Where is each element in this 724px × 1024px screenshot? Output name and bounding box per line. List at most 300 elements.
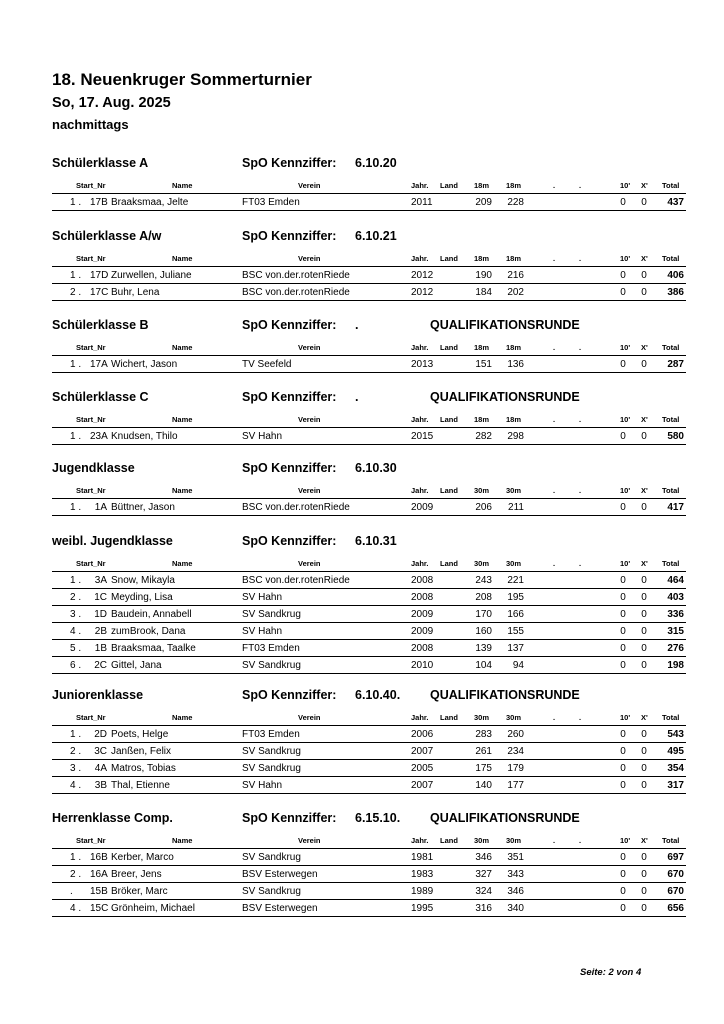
round-label: QUALIFIKATIONSRUNDE [430, 318, 580, 332]
spo-code: 6.10.31 [355, 534, 397, 548]
rank: 2 . [70, 287, 82, 298]
col-year: Jahr. [411, 343, 429, 352]
club: SV Sandkrug [242, 746, 301, 757]
spo-code: 6.15.10. [355, 811, 401, 825]
table-row [52, 900, 686, 917]
tens-count: 0 [620, 746, 626, 757]
x-count: 0 [641, 592, 647, 603]
round-label: QUALIFIKATIONSRUNDE [430, 688, 580, 702]
birth-year: 2012 [411, 287, 434, 298]
col-start: Start_Nr [76, 415, 106, 424]
col-club: Verein [298, 486, 321, 495]
col-dot2: . [579, 486, 582, 495]
col-land: Land [440, 415, 458, 424]
score-1: 346 [475, 852, 492, 863]
start-number: 2C [94, 660, 107, 671]
score-1: 208 [475, 592, 492, 603]
round-label: QUALIFIKATIONSRUNDE [430, 811, 580, 825]
x-count: 0 [641, 763, 647, 774]
tens-count: 0 [620, 729, 626, 740]
score-1: 283 [475, 729, 492, 740]
page-header [52, 70, 312, 135]
col-total: Total [662, 836, 680, 845]
col-x: X' [641, 836, 648, 845]
athlete-name: Buhr, Lena [111, 287, 160, 298]
athlete-name: Thal, Etienne [111, 780, 170, 791]
tens-count: 0 [620, 575, 626, 586]
birth-year: 2010 [411, 660, 434, 671]
total-score: 403 [667, 592, 684, 603]
tens-count: 0 [620, 592, 626, 603]
col-dot1: . [553, 486, 556, 495]
athlete-name: Gittel, Jana [111, 660, 162, 671]
col-dot2: . [579, 559, 582, 568]
col-dot1: . [553, 415, 556, 424]
section-header [52, 811, 686, 829]
total-score: 317 [667, 780, 684, 791]
club: FT03 Emden [242, 643, 300, 654]
score-2: 137 [507, 643, 524, 654]
column-header-row [52, 483, 686, 497]
rank: 1 . [70, 575, 82, 586]
table-row [52, 849, 686, 866]
x-count: 0 [641, 431, 647, 442]
col-total: Total [662, 415, 680, 424]
col-total: Total [662, 486, 680, 495]
score-1: 184 [475, 287, 492, 298]
birth-year: 2006 [411, 729, 434, 740]
col-dist2: 18m [506, 181, 522, 190]
class-name: Schülerklasse B [52, 318, 149, 332]
table-row [52, 572, 686, 589]
event-date: So, 17. Aug. 2025 [52, 95, 171, 111]
score-2: 346 [507, 886, 524, 897]
col-club: Verein [298, 254, 321, 263]
total-score: 354 [667, 763, 684, 774]
col-dist1: 18m [474, 415, 490, 424]
class-name: Schülerklasse A [52, 156, 149, 170]
score-1: 327 [475, 869, 492, 880]
round-label: QUALIFIKATIONSRUNDE [430, 390, 580, 404]
col-dist1: 18m [474, 181, 490, 190]
table-row [52, 866, 686, 883]
start-number: 17B [90, 197, 108, 208]
col-club: Verein [298, 415, 321, 424]
col-start: Start_Nr [76, 486, 106, 495]
rank: 1 . [70, 197, 82, 208]
col-year: Jahr. [411, 559, 429, 568]
rank: 6 . [70, 660, 82, 671]
start-number: 23A [90, 431, 108, 442]
col-name: Name [172, 836, 193, 845]
col-year: Jahr. [411, 254, 429, 263]
col-dot2: . [579, 415, 582, 424]
x-count: 0 [641, 903, 647, 914]
score-2: 216 [507, 270, 524, 281]
col-tens: 10' [620, 713, 631, 722]
start-number: 2B [94, 626, 107, 637]
col-total: Total [662, 713, 680, 722]
table-row [52, 883, 686, 900]
class-name: Herrenklasse Comp. [52, 811, 173, 825]
start-number: 3A [94, 575, 107, 586]
spo-code: . [355, 390, 359, 404]
total-score: 315 [667, 626, 684, 637]
club: BSC von.der.rotenRiede [242, 270, 350, 281]
col-x: X' [641, 415, 648, 424]
score-1: 206 [475, 502, 492, 513]
col-name: Name [172, 486, 193, 495]
tens-count: 0 [620, 626, 626, 637]
col-name: Name [172, 343, 193, 352]
col-tens: 10' [620, 836, 631, 845]
col-dist1: 18m [474, 343, 490, 352]
athlete-name: Poets, Helge [111, 729, 169, 740]
athlete-name: Snow, Mikayla [111, 575, 175, 586]
section-header [52, 688, 686, 706]
score-2: 195 [507, 592, 524, 603]
athlete-name: Breer, Jens [111, 869, 162, 880]
total-score: 495 [667, 746, 684, 757]
col-dist1: 30m [474, 559, 490, 568]
score-1: 243 [475, 575, 492, 586]
table-row [52, 284, 686, 301]
score-2: 177 [507, 780, 524, 791]
col-club: Verein [298, 559, 321, 568]
col-start: Start_Nr [76, 254, 106, 263]
athlete-name: zumBrook, Dana [111, 626, 186, 637]
x-count: 0 [641, 270, 647, 281]
athlete-name: Meyding, Lisa [111, 592, 173, 603]
rank: 2 . [70, 869, 82, 880]
class-section [52, 461, 686, 516]
page-title: 18. Neuenkruger Sommerturnier [52, 70, 312, 89]
birth-year: 2007 [411, 746, 434, 757]
score-2: 202 [507, 287, 524, 298]
column-header-row [52, 710, 686, 724]
athlete-name: Wichert, Jason [111, 359, 178, 370]
start-number: 1B [94, 643, 107, 654]
table-row [52, 499, 686, 516]
spo-code: 6.10.30 [355, 461, 397, 475]
col-total: Total [662, 559, 680, 568]
start-number: 16B [90, 852, 108, 863]
col-club: Verein [298, 181, 321, 190]
start-number: 3B [94, 780, 107, 791]
spo-code: 6.10.40. [355, 688, 401, 702]
score-2: 166 [507, 609, 524, 620]
col-club: Verein [298, 713, 321, 722]
birth-year: 2007 [411, 780, 434, 791]
class-name: Juniorenklasse [52, 688, 144, 702]
column-header-row [52, 833, 686, 847]
col-land: Land [440, 486, 458, 495]
col-dist1: 30m [474, 486, 490, 495]
score-1: 160 [475, 626, 492, 637]
club: SV Sandkrug [242, 609, 301, 620]
section-header [52, 461, 686, 479]
score-2: 351 [507, 852, 524, 863]
col-year: Jahr. [411, 181, 429, 190]
club: SV Sandkrug [242, 763, 301, 774]
total-score: 336 [667, 609, 684, 620]
tens-count: 0 [620, 270, 626, 281]
section-header [52, 229, 686, 247]
total-score: 543 [667, 729, 684, 740]
birth-year: 1995 [411, 903, 434, 914]
tens-count: 0 [620, 609, 626, 620]
tens-count: 0 [620, 502, 626, 513]
tens-count: 0 [620, 869, 626, 880]
x-count: 0 [641, 502, 647, 513]
total-score: 464 [667, 575, 684, 586]
col-total: Total [662, 343, 680, 352]
table-row [52, 760, 686, 777]
x-count: 0 [641, 886, 647, 897]
page-number: Seite: 2 von 4 [580, 967, 642, 978]
class-section [52, 156, 686, 211]
x-count: 0 [641, 869, 647, 880]
col-land: Land [440, 713, 458, 722]
score-1: 324 [475, 886, 492, 897]
spo-label: SpO Kennziffer: [242, 390, 337, 404]
col-tens: 10' [620, 415, 631, 424]
spo-code: 6.10.20 [355, 156, 397, 170]
start-number: 2D [94, 729, 107, 740]
table-row [52, 267, 686, 284]
start-number: 1D [94, 609, 107, 620]
club: SV Hahn [242, 626, 283, 637]
athlete-name: Bröker, Marc [111, 886, 168, 897]
table-row [52, 623, 686, 640]
x-count: 0 [641, 359, 647, 370]
start-number: 1C [94, 592, 107, 603]
column-header-row [52, 340, 686, 354]
col-x: X' [641, 559, 648, 568]
col-dot1: . [553, 559, 556, 568]
birth-year: 2008 [411, 643, 434, 654]
class-name: Schülerklasse C [52, 390, 149, 404]
col-name: Name [172, 181, 193, 190]
col-dist2: 18m [506, 415, 522, 424]
col-x: X' [641, 181, 648, 190]
spo-label: SpO Kennziffer: [242, 461, 337, 475]
start-number: 1A [94, 502, 107, 513]
score-2: 179 [507, 763, 524, 774]
score-2: 94 [512, 660, 524, 671]
tens-count: 0 [620, 287, 626, 298]
col-name: Name [172, 415, 193, 424]
col-dot2: . [579, 836, 582, 845]
club: SV Hahn [242, 592, 283, 603]
club: BSC von.der.rotenRiede [242, 502, 350, 513]
col-dot2: . [579, 254, 582, 263]
col-dist1: 18m [474, 254, 490, 263]
club: BSV Esterwegen [242, 903, 318, 914]
score-2: 260 [507, 729, 524, 740]
birth-year: 2011 [411, 197, 433, 208]
birth-year: 1989 [411, 886, 434, 897]
score-1: 139 [475, 643, 492, 654]
birth-year: 2005 [411, 763, 434, 774]
total-score: 198 [667, 660, 684, 671]
col-year: Jahr. [411, 486, 429, 495]
col-dist1: 30m [474, 836, 490, 845]
score-1: 170 [475, 609, 492, 620]
total-score: 697 [667, 852, 684, 863]
col-name: Name [172, 254, 193, 263]
rank: 1 . [70, 852, 82, 863]
col-club: Verein [298, 836, 321, 845]
class-name: weibl. Jugendklasse [52, 534, 173, 548]
class-section [52, 229, 686, 301]
total-score: 386 [667, 287, 684, 298]
tens-count: 0 [620, 780, 626, 791]
tens-count: 0 [620, 431, 626, 442]
x-count: 0 [641, 780, 647, 791]
section-header [52, 534, 686, 552]
column-header-row [52, 251, 686, 265]
col-total: Total [662, 181, 680, 190]
section-header [52, 390, 686, 408]
col-x: X' [641, 486, 648, 495]
x-count: 0 [641, 660, 647, 671]
score-1: 151 [475, 359, 492, 370]
score-2: 155 [507, 626, 524, 637]
rank: 1 . [70, 431, 82, 442]
col-year: Jahr. [411, 836, 429, 845]
birth-year: 2009 [411, 609, 434, 620]
club: SV Sandkrug [242, 852, 301, 863]
score-2: 211 [508, 502, 524, 513]
athlete-name: Büttner, Jason [111, 502, 175, 513]
col-start: Start_Nr [76, 343, 106, 352]
total-score: 406 [667, 270, 684, 281]
column-header-row [52, 178, 686, 192]
athlete-name: Matros, Tobias [111, 763, 176, 774]
start-number: 15C [90, 903, 109, 914]
tens-count: 0 [620, 886, 626, 897]
total-score: 437 [667, 197, 684, 208]
start-number: 17D [90, 270, 109, 281]
table-row [52, 428, 686, 445]
event-period: nachmittags [52, 117, 129, 132]
tens-count: 0 [620, 763, 626, 774]
start-number: 17C [90, 287, 109, 298]
birth-year: 2013 [411, 359, 434, 370]
birth-year: 2009 [411, 626, 434, 637]
class-section [52, 390, 686, 445]
club: BSC von.der.rotenRiede [242, 287, 350, 298]
score-2: 340 [507, 903, 524, 914]
col-tens: 10' [620, 343, 631, 352]
tens-count: 0 [620, 660, 626, 671]
col-start: Start_Nr [76, 836, 106, 845]
x-count: 0 [641, 197, 647, 208]
start-number: 16A [90, 869, 108, 880]
rank: 3 . [70, 609, 82, 620]
birth-year: 2009 [411, 502, 434, 513]
rank: 2 . [70, 746, 82, 757]
birth-year: 1981 [411, 852, 434, 863]
column-header-row [52, 412, 686, 426]
score-1: 190 [475, 270, 492, 281]
col-dist2: 18m [506, 343, 522, 352]
spo-label: SpO Kennziffer: [242, 318, 337, 332]
col-start: Start_Nr [76, 713, 106, 722]
score-1: 261 [475, 746, 492, 757]
spo-label: SpO Kennziffer: [242, 534, 337, 548]
total-score: 580 [667, 431, 684, 442]
total-score: 276 [667, 643, 684, 654]
col-x: X' [641, 254, 648, 263]
table-row [52, 606, 686, 623]
total-score: 287 [667, 359, 684, 370]
col-dist2: 30m [506, 486, 522, 495]
score-1: 282 [475, 431, 492, 442]
athlete-name: Braaksmaa, Jelte [111, 197, 189, 208]
athlete-name: Knudsen, Thilo [111, 431, 178, 442]
athlete-name: Grönheim, Michael [111, 903, 195, 914]
table-row [52, 640, 686, 657]
col-tens: 10' [620, 181, 631, 190]
table-row [52, 726, 686, 743]
table-row [52, 356, 686, 373]
col-dot1: . [553, 836, 556, 845]
col-dot1: . [553, 181, 556, 190]
athlete-name: Janßen, Felix [111, 746, 172, 757]
birth-year: 2015 [411, 431, 434, 442]
rank: 1 . [70, 359, 82, 370]
class-name: Jugendklasse [52, 461, 135, 475]
rank: 1 . [70, 502, 82, 513]
x-count: 0 [641, 746, 647, 757]
table-row [52, 589, 686, 606]
col-start: Start_Nr [76, 559, 106, 568]
total-score: 417 [667, 502, 684, 513]
col-land: Land [440, 343, 458, 352]
col-x: X' [641, 713, 648, 722]
table-row [52, 657, 686, 674]
col-dot1: . [553, 343, 556, 352]
athlete-name: Zurwellen, Juliane [111, 270, 192, 281]
score-1: 209 [475, 197, 492, 208]
rank: 4 . [70, 780, 82, 791]
score-2: 298 [507, 431, 524, 442]
rank: 1 . [70, 729, 82, 740]
score-2: 343 [507, 869, 524, 880]
col-dist2: 18m [506, 254, 522, 263]
section-header [52, 318, 686, 336]
start-number: 3C [94, 746, 107, 757]
class-section [52, 318, 686, 373]
club: FT03 Emden [242, 729, 300, 740]
col-land: Land [440, 559, 458, 568]
col-dist2: 30m [506, 713, 522, 722]
rank: 5 . [70, 643, 82, 654]
score-1: 316 [475, 903, 492, 914]
score-2: 221 [507, 575, 524, 586]
class-section [52, 534, 686, 674]
table-row [52, 194, 686, 211]
col-year: Jahr. [411, 713, 429, 722]
birth-year: 1983 [411, 869, 434, 880]
athlete-name: Baudein, Annabell [111, 609, 192, 620]
class-section [52, 688, 686, 794]
col-land: Land [440, 836, 458, 845]
col-dot1: . [553, 254, 556, 263]
club: SV Hahn [242, 780, 283, 791]
